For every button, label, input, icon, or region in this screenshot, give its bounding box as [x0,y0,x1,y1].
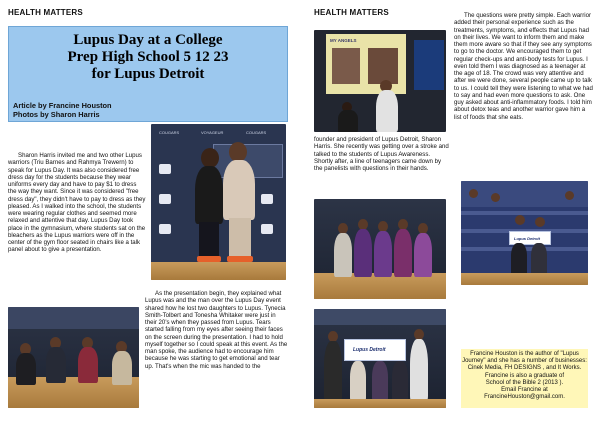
person-left [195,166,223,224]
panelist-1 [16,353,36,385]
backdrop-text-3: COUGARS [246,130,267,135]
group-member [392,361,408,401]
bio-line-1: Francine Houston is the author of "Lupus [470,351,579,357]
person-head [565,191,574,200]
screen-photo [368,48,398,84]
screen-photo [332,48,360,84]
paragraph-3: founder and president of Lupus Detroit, Sharon Harris. She recently was getting over a stroke and talked to the students of Lupus Awareness. Shortly after, a line of teenagers came down by the panelists with questions in their hands. [314,136,449,172]
paragraph-4: The questions were pretty simple. Each warrior added their personal experience such as the treatments, symptoms, and effects that Lupus had on their lives. We want to inform them and make them more aware so that if they see any symptoms to go to the doctor. We encouraged them to get regular check-ups and anti-body tests for Lupus. I even told them I was diagnosed as a teenager at the age of 18. The crowd was very attentive and after we were done, several people came up to talk to us. I could tell they were listening to what we had to say and had even more questions to ask. One guy asked about anti-inflammatory foods. I told him about detox teas and another warrior gave him a list of foods that she eats. [454,12,593,121]
banner-text: Lupus Detroit [353,347,386,353]
backdrop-text-1: COUGARS [159,130,180,135]
photo-bleachers-students [461,181,588,285]
photo-panel-seated [8,307,139,408]
bio-line-2: Journey" and she has a number of businesses: [462,358,587,365]
panelist-2 [46,347,66,383]
bio-line-4: Francine is also a graduate of [484,372,565,379]
group-member [414,233,432,277]
photo-group-standing [314,199,446,299]
photo-gym-wall-top [314,309,446,325]
person-head [469,189,478,198]
group-member [374,231,392,277]
screen-heading: MY ANGELS [330,38,357,43]
speaker-standing [376,90,398,132]
paragraph-1: Sharon Harris invited me and two other Lupus warriors (Triu Barnes and Rahmya Trewern) to speak for Lupus Day. It was also considered free dress day for the students because they wear uniforms every day and have to pay $1 to dress the way they want. Since it was considered "free dress day", they didn't have to pay to dress as they pleased. As I walked into the school, the students were wearing regular clothes and seemed more relaxed and attentive that day. Lupus Day took place in the gymnasium, where students sat on the bleachers as the Lupus warriors were off in the center of the gym floor seated in chairs like a talk panel about to give a presentation. [8,152,146,254]
group-member [531,243,547,275]
backdrop-logo-icon [159,164,171,174]
person-head [515,215,525,225]
wall-sign [414,40,444,90]
photo-group-banner [314,309,446,408]
group-member [511,243,527,275]
photo-floor [461,273,588,285]
title-line-2: Prep High School 5 12 23 [67,49,229,65]
group-member [410,339,428,401]
photo-two-women-backdrop [151,124,286,280]
backdrop-logo-icon [261,224,273,234]
backdrop-logo-icon [261,194,273,204]
photo-floor [314,399,446,408]
bleacher-step [461,211,588,215]
article-title [9,32,287,83]
person-head [201,148,219,168]
bio-line-3: Cinek Media, FH DESIGNS , and It Works. [467,365,582,372]
seated-person [338,110,358,132]
photo-credit: Photos by Sharon Harris [13,110,100,119]
backdrop-text-2: VOYAGEUR [201,130,224,135]
group-member [350,361,366,401]
person-left-legs [199,222,219,258]
author-bio-box [461,349,588,408]
backdrop-logo-icon [159,224,171,234]
group-member [372,361,388,401]
group-member [334,233,352,277]
right-page-header: HEALTH MATTERS [314,8,389,17]
article-author: Article by Francine Houston [13,101,112,110]
panelist-3 [78,347,98,383]
article-title-box [8,26,288,122]
group-member [324,341,342,401]
panelist-4 [112,351,132,385]
person-head [229,142,247,162]
person-head [535,217,545,227]
paragraph-2: As the presentation begin, they explained what Lupus was and the man over the Lupus Day event shared how he lost two daughters to Lupus. Tynecia Smith-Tolbert and Tonesha Whitaker were just in their 20's when they passed from Lupus. Tears started falling from my eyes after seeing their faces on the screen during the presentation. I had to hold myself together so I could speak at this event. As the man spoke, the audience had to encourage him because he was starting to get emotional and tear up. That's when the mic was handed to the [145,290,288,370]
left-page-header: HEALTH MATTERS [8,8,83,17]
banner-text: Lupus Detroit [514,236,540,241]
title-line-3: for Lupus Detroit [91,66,205,82]
backdrop-logo-icon [159,194,171,204]
bio-line-6: Email Francine at [501,387,548,394]
projector-screen [326,34,406,94]
group-member [354,229,372,277]
group-member [394,229,412,277]
title-line-1: Lupus Day at a College [73,32,223,48]
photo-floor [151,262,286,280]
person-right-legs [229,218,251,258]
lupus-banner [344,339,406,361]
byline [13,101,112,119]
person-head [491,193,500,202]
bio-email[interactable]: FrancineHouston@gmail.com. [484,394,565,401]
person-right [223,160,255,220]
photo-presentation-screen [314,30,446,132]
photo-gym-banner [8,307,139,329]
bio-line-5: School of the Bible 2 (2013 ). [485,379,564,386]
